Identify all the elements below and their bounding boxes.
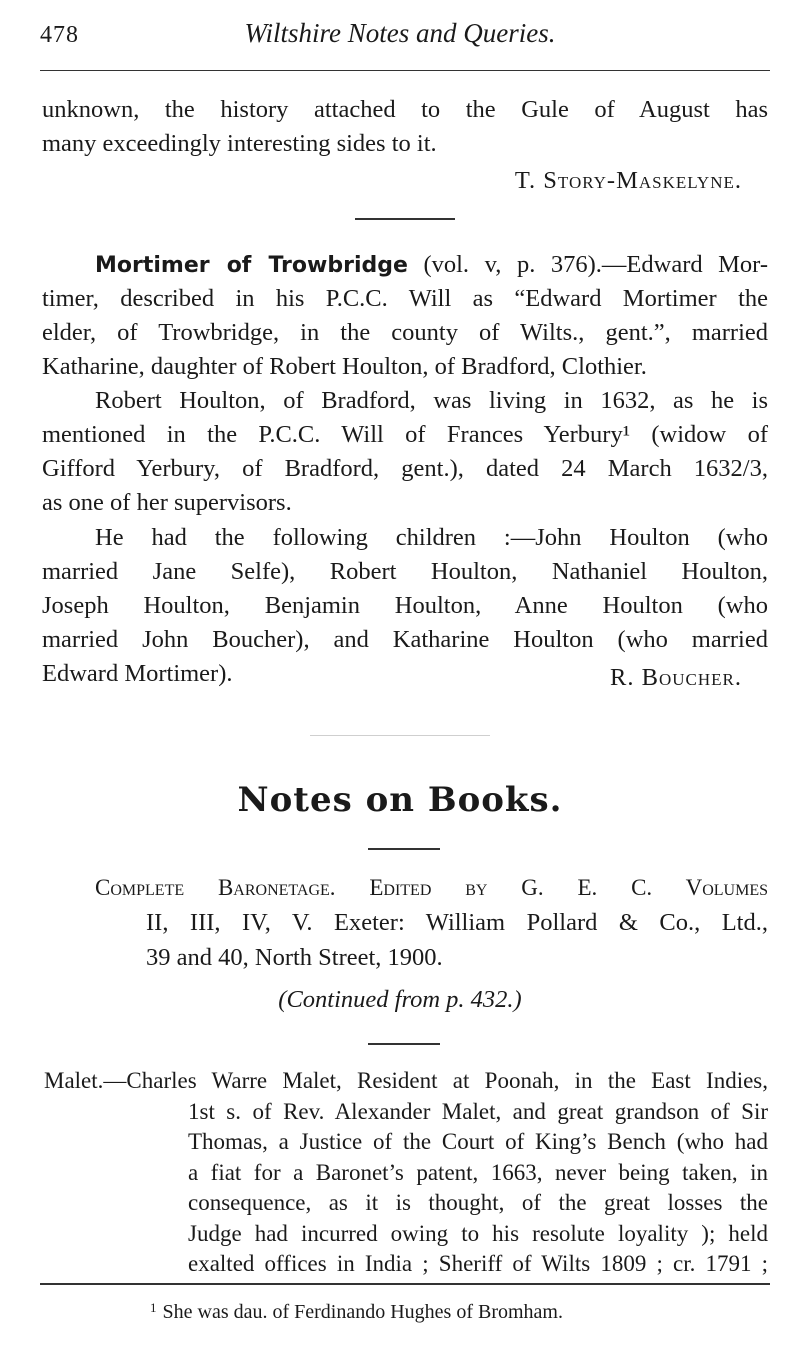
mortimer-heading: Mortimer of Trowbridge [95, 253, 408, 278]
mortimer-line-1 [95, 248, 768, 283]
header-rule [40, 70, 770, 71]
faint-divider [310, 735, 490, 736]
intro-line-1: unknown, the history attached to the Gule of August has [42, 96, 768, 123]
notes-heading-rule [368, 848, 440, 850]
mortimer-p3-line-4: married John Boucher), and Katharine Houlton (who married [42, 626, 768, 653]
running-title: Wiltshire Notes and Queries. [244, 18, 556, 48]
section-divider [355, 218, 455, 220]
malet-line-2: 1st s. of Rev. Alexander Malet, and great grandson of Sir [188, 1099, 768, 1124]
malet-line-6: Judge had incurred owing to his resolute loyality ); held [188, 1221, 768, 1246]
footnote-text: She was dau. of Ferdinando Hughes of Bromham. [162, 1301, 563, 1323]
mortimer-p2-line-4: as one of her supervisors. [42, 489, 292, 516]
mortimer-p3-line-2: married Jane Selfe), Robert Houlton, Nathaniel Houlton, [42, 558, 768, 585]
malet-line-1 [44, 1066, 768, 1097]
mortimer-signature: R. Boucher. [610, 664, 742, 691]
footnote [150, 1300, 563, 1324]
book-title-line-1: Complete Baronetage. Edited by G. E. C. Volumes [95, 875, 768, 900]
intro-signature: T. Story-Maskelyne. [514, 167, 742, 194]
mortimer-line-4: Katharine, daughter of Robert Houlton, of Bradford, Clothier. [42, 353, 647, 380]
malet-line-4: a fiat for a Baronet’s patent, 1663, never being taken, in [188, 1160, 768, 1185]
mortimer-ref: (vol. v, p. 376).—Edward Mor- [423, 251, 769, 278]
intro-line-2: many exceedingly interesting sides to it. [42, 130, 437, 157]
mortimer-p2-line-1: Robert Houlton, of Bradford, was living in 1632, as he is [95, 387, 768, 414]
malet-line-5: consequence, as it is thought, of the great losses the [188, 1190, 768, 1215]
footnote-marker: 1 [150, 1300, 157, 1315]
mortimer-line-3: elder, of Trowbridge, in the county of Wilts., gent.”, married [42, 319, 768, 346]
mortimer-p3-line-1: He had the following children :—John Houlton (who [95, 524, 768, 551]
book-title-line-3: 39 and 40, North Street, 1900. [146, 944, 443, 971]
malet-text-1: Malet.—Charles Warre Malet, Resident at Poonah, in the East Indies, [44, 1068, 768, 1093]
page-number: 478 [40, 22, 79, 48]
mortimer-p3-line-3: Joseph Houlton, Benjamin Houlton, Anne Houlton (who [42, 592, 768, 619]
mortimer-p2-line-2: mentioned in the P.C.C. Will of Frances Yerbury¹ (widow of [42, 421, 768, 448]
malet-line-7: exalted offices in India ; Sheriff of Wilts 1809 ; cr. 1791 ; [188, 1251, 768, 1276]
mortimer-line-2: timer, described in his P.C.C. Will as “Edward Mortimer the [42, 285, 768, 312]
book-title-line-2: II, III, IV, V. Exeter: William Pollard & Co., Ltd., [146, 909, 768, 936]
notes-on-books-heading: Notes on Books. [237, 780, 563, 820]
book-divider [368, 1043, 440, 1045]
mortimer-p2-line-3: Gifford Yerbury, of Bradford, gent.), dated 24 March 1632/3, [42, 455, 768, 482]
malet-line-3: Thomas, a Justice of the Court of King’s Bench (who had [188, 1129, 768, 1154]
footnote-rule [40, 1283, 770, 1285]
continued-note: (Continued from p. 432.) [278, 986, 522, 1013]
mortimer-p3-line-5: Edward Mortimer). [42, 660, 233, 687]
